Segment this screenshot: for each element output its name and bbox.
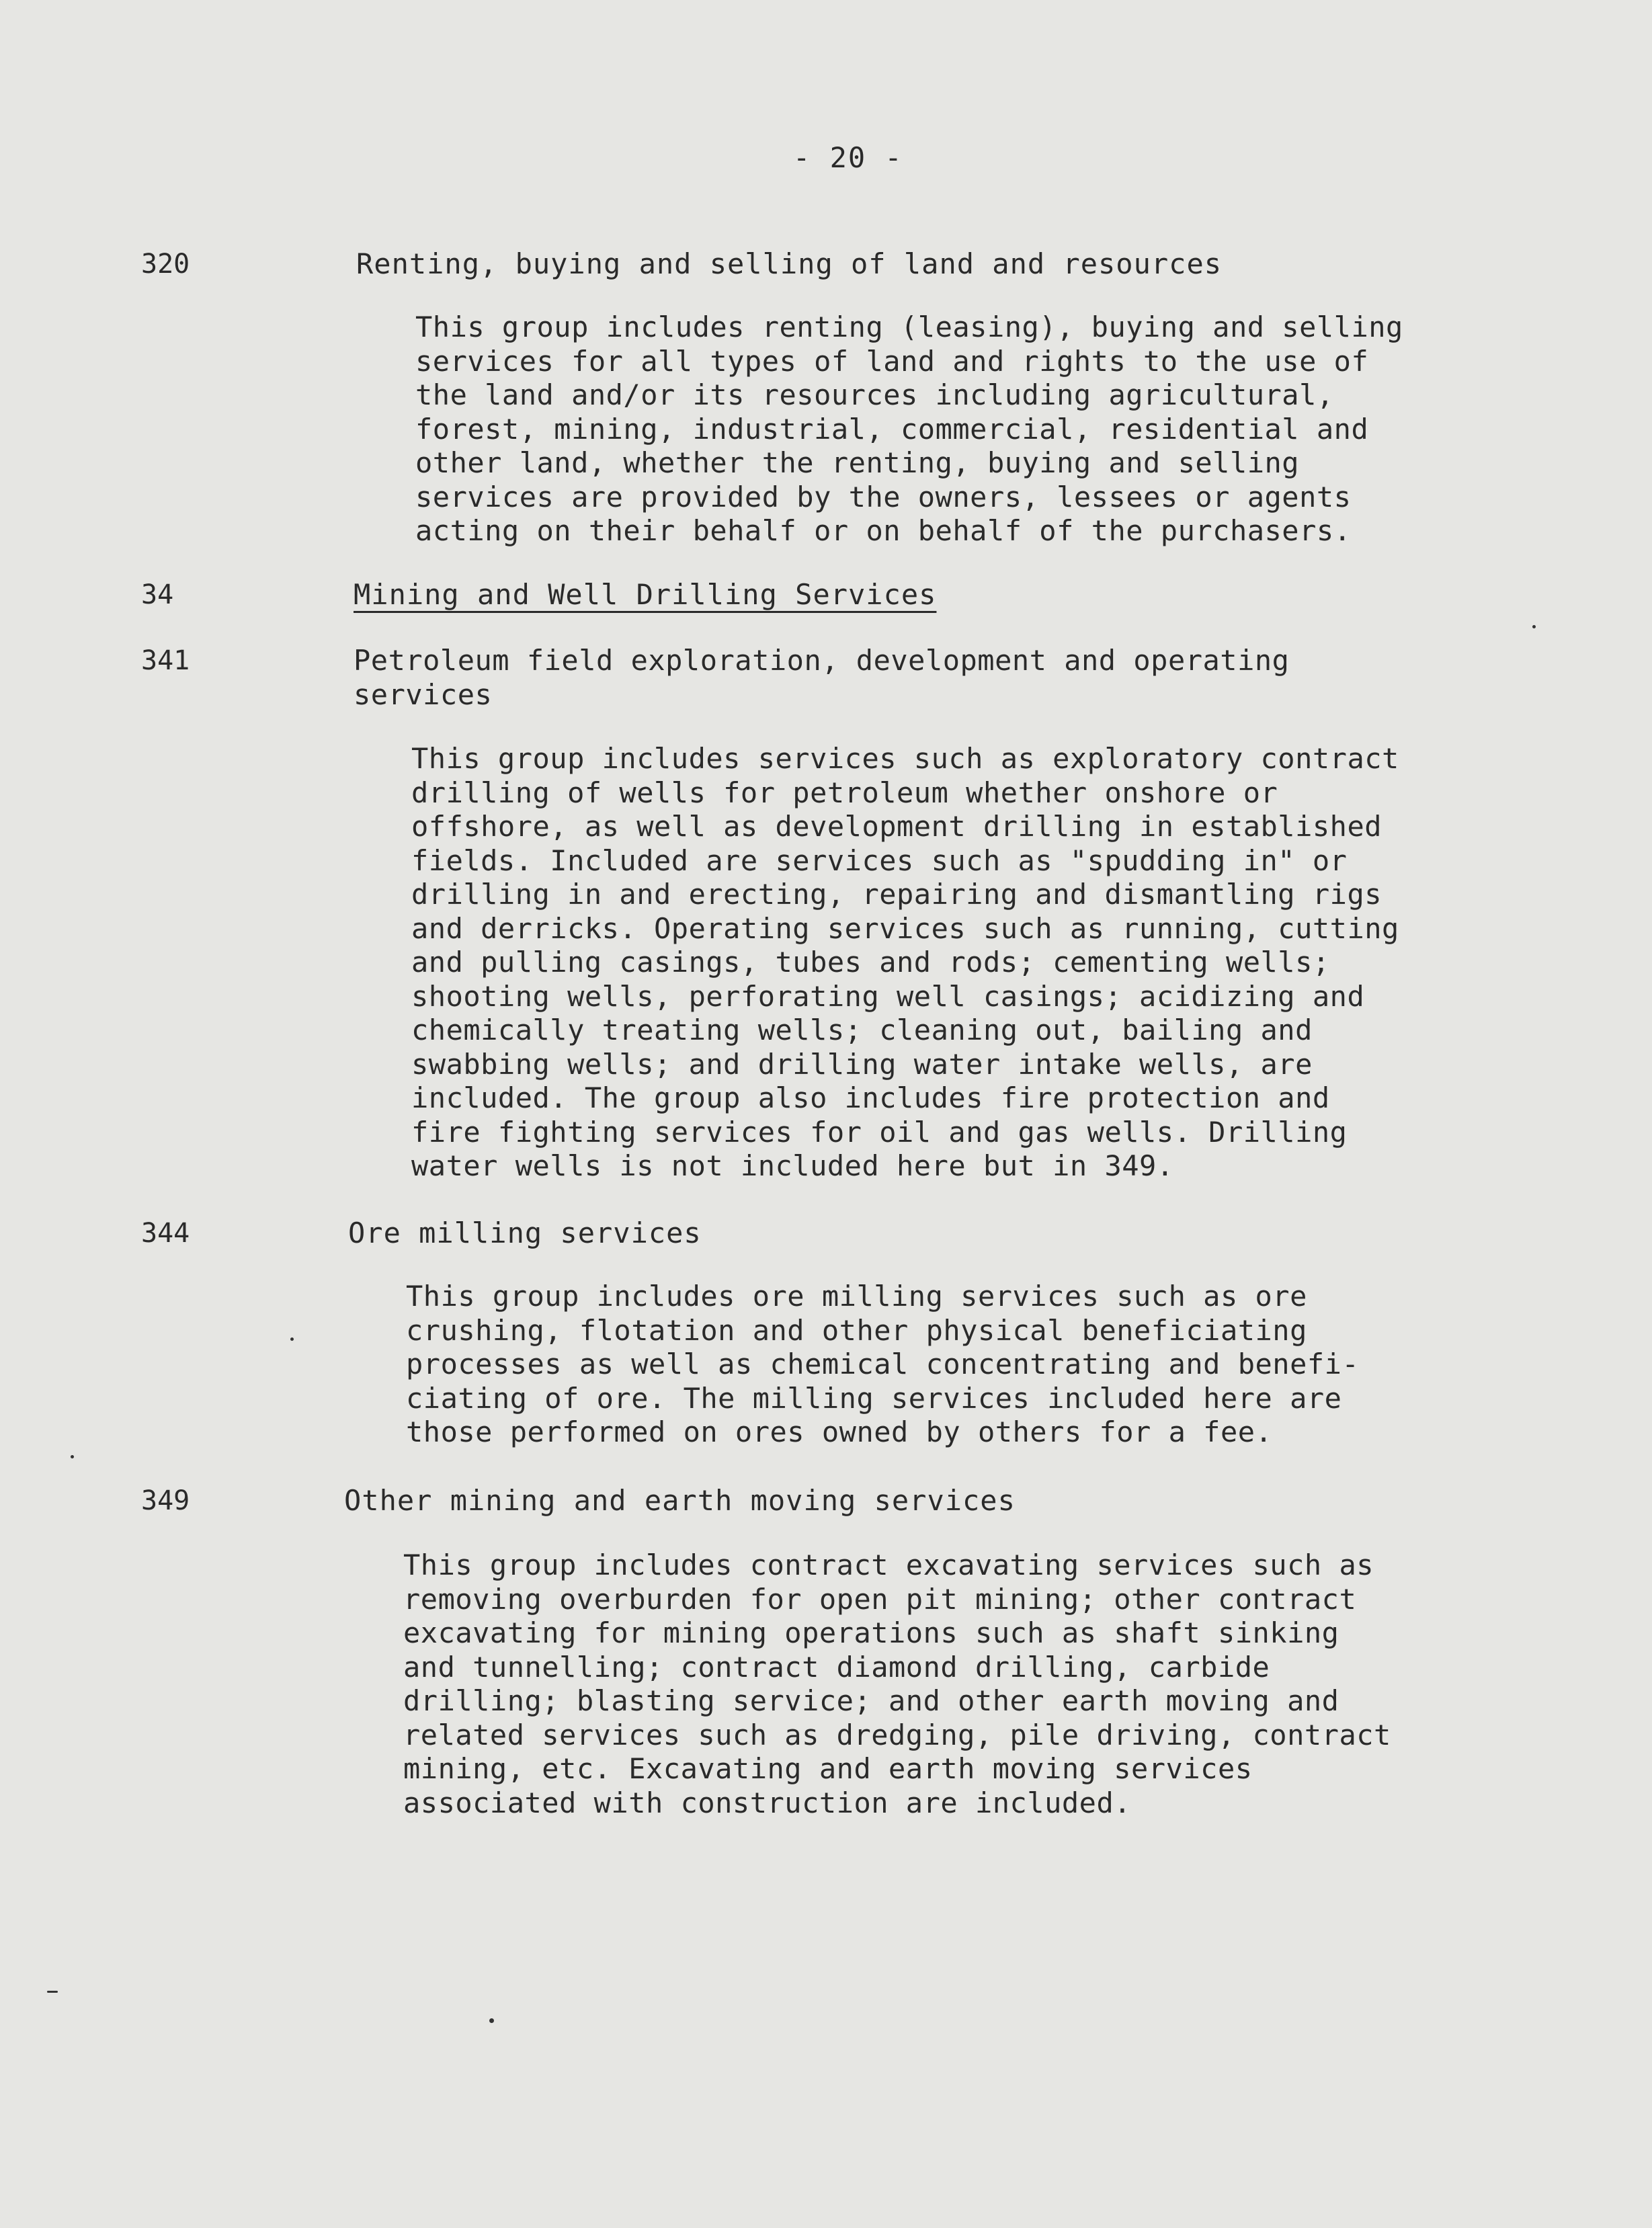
section-title: Renting, buying and selling of land and resources bbox=[356, 247, 1223, 280]
section-code: 344 bbox=[141, 1218, 190, 1249]
section-body: This group includes renting (leasing), buying and selling services for all types of land and rights to the use of the land and/or its resources including agricultural, forest, mining, industrial, commercial, residential and other land, whether the renting, buying and selling services are provided by the owners, lessees or agents acting on their behalf or on behalf of the purchasers. bbox=[415, 311, 1403, 547]
scan-speck bbox=[489, 2018, 494, 2023]
section-title: Other mining and earth moving services bbox=[344, 1484, 1016, 1517]
section-code: 349 bbox=[141, 1485, 190, 1516]
scan-speck bbox=[1532, 625, 1536, 628]
scan-speck bbox=[71, 1455, 74, 1458]
section-code: 34 bbox=[141, 579, 174, 610]
section-code: 320 bbox=[141, 249, 190, 280]
scan-speck bbox=[290, 1337, 294, 1341]
section-body: This group includes ore milling services such as ore crushing, flotation and other physical beneficiating processes as well as chemical concentrating and benefi- ciating of ore. The milling services included here are those performed on ores owned by others for a fee. bbox=[406, 1280, 1360, 1448]
section-code: 341 bbox=[141, 645, 190, 676]
scan-speck bbox=[47, 1991, 58, 1993]
section-title: Ore milling services bbox=[348, 1216, 702, 1249]
section-title: Mining and Well Drilling Services bbox=[354, 578, 937, 611]
page-number: - 20 - bbox=[793, 141, 903, 174]
section-body: This group includes contract excavating services such as removing overburden for open pit mining; other contract excavating for mining operations such as shaft sinking and tunnelling; contract diamond drilling, carbide drilling; blasting service; and other earth moving and related services such as dredging, pile driving, contract mining, etc. Excavating and earth moving services associated with construction are included. bbox=[403, 1549, 1391, 1819]
section-body: This group includes services such as exploratory contract drilling of wells for petroleum whether onshore or offshore, as well as development drilling in established fields. Included are services such as "spudding in" or drilling in and erecting, repairing and dismantling rigs and derricks. Operating services such as running, cutting and pulling casings, tubes and rods; cementing wells; shooting wells, perforating well casings; acidizing and chemically treating wells; cleaning out, bailing and swabbing wells; and drilling water intake wells, are included. The group also includes fire protection and fire fighting services for oil and gas wells. Drilling water wells is not included here but in 349. bbox=[411, 742, 1399, 1182]
section-title: Petroleum field exploration, development and operating services bbox=[354, 644, 1290, 711]
